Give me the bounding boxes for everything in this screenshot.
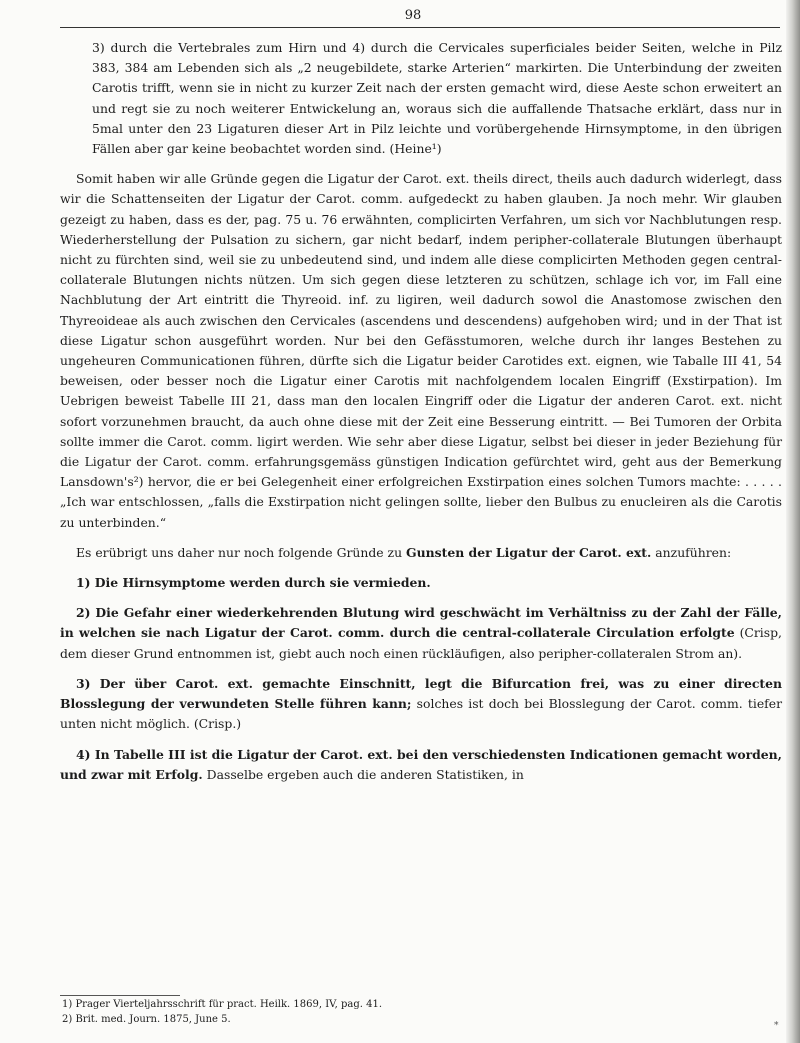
paragraph-continuation: 3) durch die Vertebrales zum Hirn und 4) durch die Cervicales superficiales beider Seiten, welche in Pilz 383, 384 am Lebenden sich als „2 neugebildete, starke Arterien“ markirten. Die Unterbindung der zweiten Carotis trifft, wenn sie in nicht zu kurzer Zeit nach der ersten gemacht wird, diese Aeste schon erweitert an und regt sie zu noch weiterer Entwickelung an, woraus sich die auffallende Thatsache erklärt, dass nur in 5mal unter den 23 Ligaturen dieser Art in Pilz leichte und vorübergehende Hirnsymptome, in den übrigen Fällen aber gar keine beobachtet worden sind. (Heine¹) [92, 40, 782, 157]
paragraph-intro [60, 543, 782, 563]
intro-text: Es erübrigt uns daher nur noch folgende Gründe zu [76, 544, 403, 560]
list-item-3 [60, 674, 782, 735]
footnote-rule [60, 995, 180, 996]
footnotes [60, 997, 760, 1027]
list-item-2-bold: 2) Die Gefahr einer wiederkehrenden Blutung wird geschwächt im Verhältniss zu der Zahl der Fälle, in welchen sie nach Ligatur der Carot. comm. durch die central-collaterale Circulation erfolgte [60, 605, 782, 641]
page-number: 98 [404, 8, 422, 23]
footnote-1: 1) Prager Vierteljahrsschrift für pract. Heilk. 1869, IV, pag. 41. [62, 999, 383, 1010]
list-item-3-rest: solches ist doch bei Blosslegung der Carot. comm. tiefer unten nicht möglich. (Crisp.) [60, 696, 782, 732]
intro-bold: Gunsten der Ligatur der Carot. ext. [406, 544, 652, 560]
body-text [60, 38, 782, 785]
header-rule [60, 27, 780, 28]
list-item-2 [60, 603, 782, 664]
list-item-3-bold: 3) Der über Carot. ext. gemachte Einschnitt, legt die Bifurcation frei, was zu einer directen Blosslegung der verwundeten Stelle führen kann; [60, 675, 782, 712]
list-item-4-rest: Dasselbe ergeben auch die anderen Statistiken, in [206, 766, 524, 782]
list-item-1: 1) Die Hirnsymptome werden durch sie vermieden. [76, 575, 431, 591]
list-item-4-bold: 4) In Tabelle III ist die Ligatur der Carot. ext. bei den verschiedensten Indicationen gemacht worden, und zwar mit Erfolg. [60, 746, 782, 782]
list-item-2-rest: (Crisp, dem dieser Grund entnommen ist, giebt auch noch einen rückläufigen, also peripher-collateralen Strom an). [60, 625, 782, 661]
page-stamp: * [774, 1021, 779, 1031]
footnote-2: 2) Brit. med. Journ. 1875, June 5. [62, 1014, 231, 1025]
page-edge-shadow [786, 0, 800, 1043]
paragraph-main: Somit haben wir alle Gründe gegen die Ligatur der Carot. ext. theils direct, theils auch dadurch widerlegt, dass wir die Schattenseiten der Ligatur der Carot. comm. aufgedeckt zu haben glauben. Ja noch mehr. Wir glauben gezeigt zu haben, dass es der, pag. 75 u. 76 erwähnten, complicirten Verfahren, um sich vor Nachblutungen resp. Wiederherstellung der Pulsation zu sichern, gar nicht bedarf, indem peripher-collaterale Blutungen überhaupt nicht zu fürchten sind, weil sie zu unbedeutend sind, und indem alle diese complicirten Methoden gegen central-collaterale Blutungen nichts nützen. Um sich gegen diese letzteren zu schützen, schlage ich vor, im Fall eine Nachblutung der Art eintritt die Thyreoid. inf. zu ligiren, weil dadurch sowol die Anastomose zwischen den Thyreoideae als auch zwischen den Cervicales (ascendens und descendens) aufgehoben wird; und in der That ist diese Ligatur schon ausgeführt worden. Nur bei den Gefässtumoren, welche durch ihr langes Bestehen zu ungeheuren Communicationen führen, dürfte sich die Ligatur beider Carotides ext. eignen, wie Taballe III 41, 54 beweisen, oder besser noch die Ligatur einer Carotis mit nachfolgendem localen Eingriff (Exstirpation). Im Uebrigen beweist Tabelle III 21, dass man den localen Eingriff oder die Ligatur der anderen Carot. ext. nicht sofort vorzunehmen braucht, da auch ohne diese mit der Zeit eine Besserung eintritt. — Bei Tumoren der Orbita sollte immer die Carot. comm. ligirt werden. Wie sehr aber diese Ligatur, selbst bei dieser in jeder Beziehung für die Ligatur der Carot. comm. erfahrungsgemäss günstigen Indication gefürchtet wird, geht aus der Bemerkung Lansdown's²) hervor, die er bei Gelegenheit einer erfolgreichen Exstirpation eines solchen Tumors machte: . . . . . „Ich war entschlossen, „falls die Exstirpation nicht gelingen sollte, lieber den Bulbus zu enucleiren als die Carotis zu unterbinden.“ [60, 171, 782, 530]
intro-tail: anzuführen: [655, 544, 732, 560]
list-item-4 [60, 745, 782, 785]
